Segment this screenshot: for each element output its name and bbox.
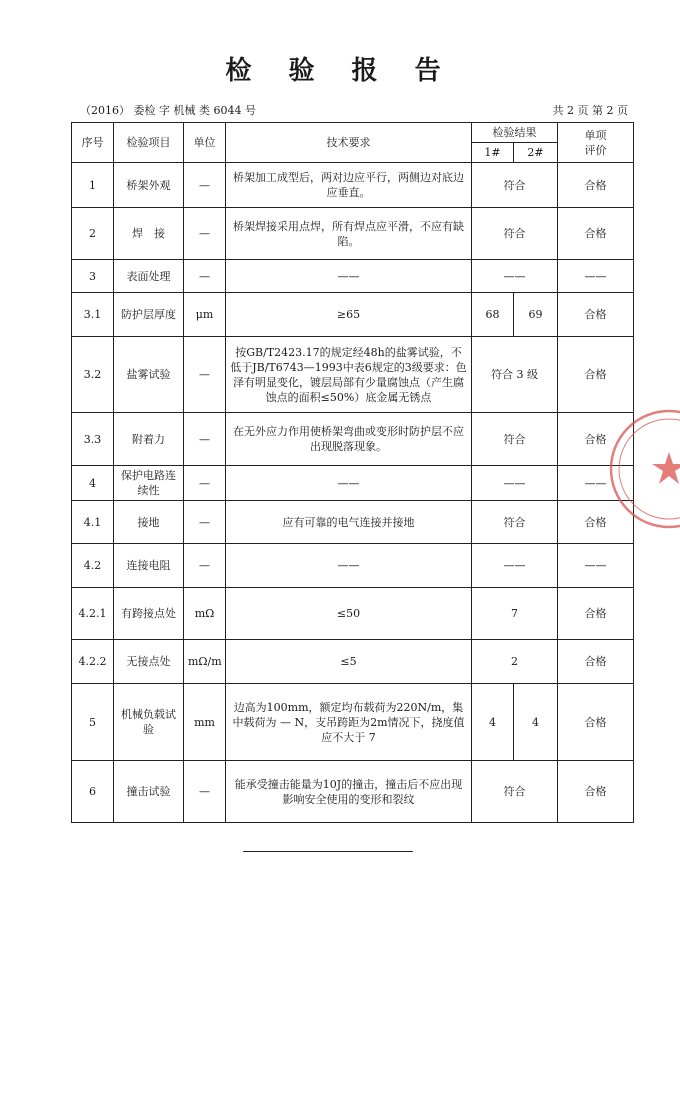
cell-requirement: ≤50 xyxy=(226,588,472,640)
header-unit: 单位 xyxy=(184,123,226,163)
cell-item: 无接点处 xyxy=(114,640,184,684)
cell-evaluation: —— xyxy=(558,260,634,293)
cell-seq: 4.2.1 xyxy=(72,588,114,640)
cell-evaluation: 合格 xyxy=(558,208,634,260)
page-info: 共 2 页 第 2 页 xyxy=(552,104,628,117)
cell-requirement: —— xyxy=(226,544,472,588)
table-row xyxy=(72,544,634,588)
header-row xyxy=(72,123,634,143)
cell-unit: — xyxy=(184,761,226,823)
cell-seq: 4.1 xyxy=(72,501,114,544)
cell-item: 表面处理 xyxy=(114,260,184,293)
cell-evaluation: 合格 xyxy=(558,640,634,684)
cell-result-2: 69 xyxy=(514,293,558,337)
cell-evaluation: 合格 xyxy=(558,413,634,466)
cell-result-1: 4 xyxy=(472,684,514,761)
cell-requirement: ≥65 xyxy=(226,293,472,337)
table-row xyxy=(72,501,634,544)
cell-item: 连接电阻 xyxy=(114,544,184,588)
cell-unit: mΩ xyxy=(184,588,226,640)
cell-requirement: —— xyxy=(226,260,472,293)
cell-requirement: 按GB/T2423.17的规定经48h的盐雾试验，不低于JB/T6743—1993中表6规定的3级要求：色泽有明显变化，镀层局部有少量腐蚀点（产生腐蚀点的面积≤50%）底金属无锈点 xyxy=(226,337,472,413)
table-row xyxy=(72,761,634,823)
cell-item: 焊 接 xyxy=(114,208,184,260)
cell-seq: 6 xyxy=(72,761,114,823)
cell-evaluation: —— xyxy=(558,544,634,588)
cell-requirement: ≤5 xyxy=(226,640,472,684)
cell-evaluation: 合格 xyxy=(558,588,634,640)
header-seq: 序号 xyxy=(72,123,114,163)
cell-seq: 4.2 xyxy=(72,544,114,588)
table-row xyxy=(72,684,634,761)
cell-item: 桥架外观 xyxy=(114,163,184,208)
cell-result: 符合 xyxy=(472,413,558,466)
cell-evaluation: 合格 xyxy=(558,293,634,337)
cell-requirement: 桥架加工成型后，两对边应平行，两侧边对底边应垂直。 xyxy=(226,163,472,208)
cell-result: 符合 3 级 xyxy=(472,337,558,413)
cell-result: —— xyxy=(472,466,558,501)
cell-seq: 5 xyxy=(72,684,114,761)
cell-evaluation: 合格 xyxy=(558,337,634,413)
table-row xyxy=(72,466,634,501)
cell-item: 防护层厚度 xyxy=(114,293,184,337)
cell-unit: — xyxy=(184,163,226,208)
cell-requirement: 边高为100mm，额定均布载荷为220N/m，集中载荷为 — N，支吊跨距为2m情况下，挠度值应不大于 7 xyxy=(226,684,472,761)
cell-evaluation: 合格 xyxy=(558,163,634,208)
table-row xyxy=(72,337,634,413)
cell-seq: 2 xyxy=(72,208,114,260)
cell-evaluation: —— xyxy=(558,466,634,501)
cell-result-1: 68 xyxy=(472,293,514,337)
end-line xyxy=(243,851,413,852)
header-evaluation-line1: 单项 xyxy=(584,128,607,142)
cell-result: 符合 xyxy=(472,501,558,544)
table-row xyxy=(72,163,634,208)
cell-item: 附着力 xyxy=(114,413,184,466)
cell-result-2: 4 xyxy=(514,684,558,761)
table-row xyxy=(72,413,634,466)
header-result-1: 1# xyxy=(472,143,514,163)
cell-unit: μm xyxy=(184,293,226,337)
inspection-table xyxy=(71,122,634,823)
cell-result: 符合 xyxy=(472,163,558,208)
cell-unit: — xyxy=(184,337,226,413)
cell-seq: 4.2.2 xyxy=(72,640,114,684)
cell-evaluation: 合格 xyxy=(558,501,634,544)
table-row xyxy=(72,208,634,260)
cell-requirement: 能承受撞击能量为10J的撞击，撞击后不应出现影响安全使用的变形和裂纹 xyxy=(226,761,472,823)
header-item: 检验项目 xyxy=(114,123,184,163)
cell-evaluation: 合格 xyxy=(558,761,634,823)
table-row xyxy=(72,588,634,640)
table-row xyxy=(72,260,634,293)
cell-result: 2 xyxy=(472,640,558,684)
header-requirement: 技术要求 xyxy=(226,123,472,163)
cell-item: 接地 xyxy=(114,501,184,544)
table-row xyxy=(72,640,634,684)
report-title: 检 验 报 告 xyxy=(225,56,455,86)
cell-requirement: —— xyxy=(226,466,472,501)
cell-seq: 3.3 xyxy=(72,413,114,466)
cell-item: 保护电路连续性 xyxy=(114,466,184,501)
cell-evaluation: 合格 xyxy=(558,684,634,761)
cell-result: —— xyxy=(472,260,558,293)
cell-seq: 4 xyxy=(72,466,114,501)
cell-requirement: 在无外应力作用使桥架弯曲或变形时防护层不应出现脱落现象。 xyxy=(226,413,472,466)
cell-result: 7 xyxy=(472,588,558,640)
cell-unit: — xyxy=(184,544,226,588)
cell-item: 机械负载试验 xyxy=(114,684,184,761)
cell-result: —— xyxy=(472,544,558,588)
report-number: （2016） 委检 字 机械 类 6044 号 xyxy=(80,104,256,117)
cell-seq: 1 xyxy=(72,163,114,208)
cell-result: 符合 xyxy=(472,761,558,823)
cell-requirement: 桥架焊接采用点焊，所有焊点应平滑，不应有缺陷。 xyxy=(226,208,472,260)
cell-unit: — xyxy=(184,208,226,260)
header-evaluation xyxy=(558,123,634,163)
header-result-2: 2# xyxy=(514,143,558,163)
header-evaluation-line2: 评价 xyxy=(584,143,607,157)
header-result: 检验结果 xyxy=(472,123,558,143)
cell-unit: mΩ/m xyxy=(184,640,226,684)
cell-seq: 3 xyxy=(72,260,114,293)
cell-item: 盐雾试验 xyxy=(114,337,184,413)
cell-item: 有跨接点处 xyxy=(114,588,184,640)
seal-star-icon xyxy=(652,452,680,484)
cell-seq: 3.2 xyxy=(72,337,114,413)
cell-unit: mm xyxy=(184,684,226,761)
cell-result: 符合 xyxy=(472,208,558,260)
cell-unit: — xyxy=(184,413,226,466)
cell-requirement: 应有可靠的电气连接并接地 xyxy=(226,501,472,544)
table-row xyxy=(72,293,634,337)
cell-item: 撞击试验 xyxy=(114,761,184,823)
cell-unit: — xyxy=(184,466,226,501)
cell-unit: — xyxy=(184,260,226,293)
cell-unit: — xyxy=(184,501,226,544)
cell-seq: 3.1 xyxy=(72,293,114,337)
